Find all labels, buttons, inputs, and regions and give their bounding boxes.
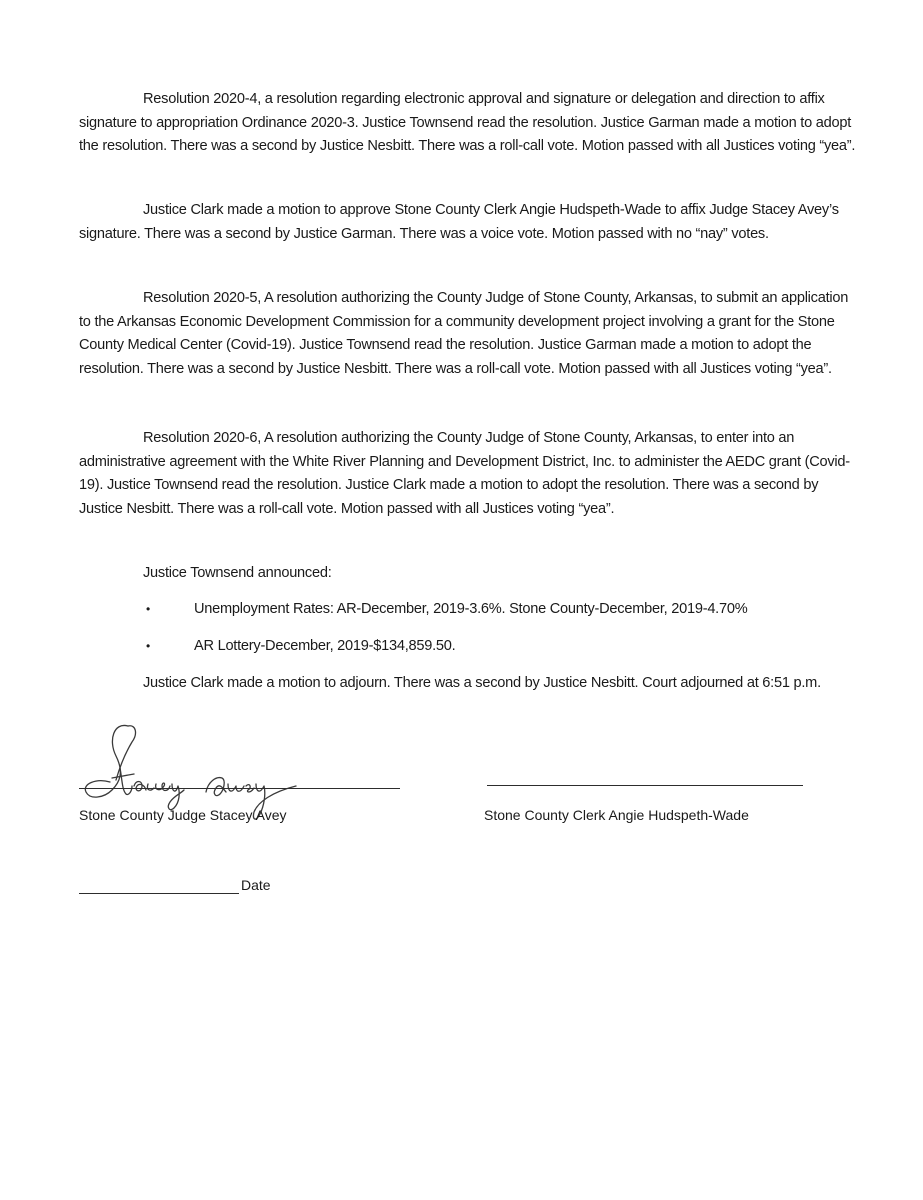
judge-signature-label: Stone County Judge Stacey Avey	[79, 807, 287, 823]
paragraph-resolution-2020-4: Resolution 2020-4, a resolution regarding electronic approval and signature or delegation and direction to affix signature to appropriation Ordinance 2020-3. Justice Townsend read the resolution. Justice Garman made a motion to adopt the resolution. There was a second by Justice Nesbitt. There was a roll-call vote. Motion passed with all Justices voting “yea”.	[79, 91, 856, 155]
announcement-lead: Justice Townsend announced:	[143, 565, 332, 581]
announcement-item-text: Unemployment Rates: AR-December, 2019-3.6%. Stone County-December, 2019-4.70%	[194, 601, 748, 617]
judge-signature-line	[79, 788, 400, 789]
paragraph-adjournment: Justice Clark made a motion to adjourn. There was a second by Justice Nesbitt. Court adjourned at 6:51 p.m.	[143, 675, 821, 691]
paragraph-clark-motion-signature: Justice Clark made a motion to approve Stone County Clerk Angie Hudspeth-Wade to affix Judge Stacey Avey’s signature. There was a second by Justice Garman. There was a voice vote. Motion passed with no “nay” votes.	[79, 202, 839, 242]
paragraph-resolution-2020-6: Resolution 2020-6, A resolution authorizing the County Judge of Stone County, Arkansas, to enter into an administrative agreement with the White River Planning and Development District, Inc. to administer the AEDC grant (Covid-19). Justice Townsend read the resolution. Justice Clark made a motion to adopt the resolution. There was a second by Justice Nesbitt. There was a roll-call vote. Motion passed with all Justices voting “yea”.	[79, 430, 850, 517]
date-line	[79, 893, 239, 894]
announcement-item-text: AR Lottery-December, 2019-$134,859.50.	[194, 638, 456, 654]
bullet-icon: •	[146, 602, 150, 616]
announcement-item	[146, 598, 747, 622]
date-label: Date	[241, 877, 271, 893]
clerk-signature-label: Stone County Clerk Angie Hudspeth-Wade	[484, 807, 749, 823]
bullet-icon: •	[146, 639, 150, 653]
paragraph-resolution-2020-5: Resolution 2020-5, A resolution authorizing the County Judge of Stone County, Arkansas, to submit an application to the Arkansas Economic Development Commission for a community development project involving a grant for the Stone County Medical Center (Covid-19). Justice Townsend read the resolution. Justice Garman made a motion to adopt the resolution. There was a second by Justice Nesbitt. There was a roll-call vote. Motion passed with all Justices voting “yea”.	[79, 290, 849, 377]
clerk-signature-line	[487, 785, 803, 786]
announcement-item	[146, 635, 455, 659]
